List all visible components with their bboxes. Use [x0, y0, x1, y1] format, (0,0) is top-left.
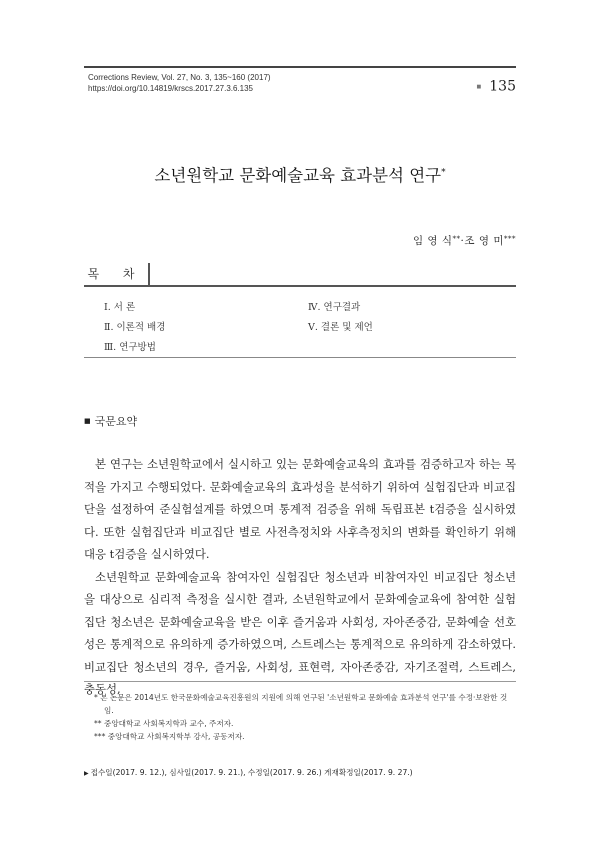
toc-item: Ⅱ. 이론적 배경 — [104, 322, 166, 333]
journal-citation: Corrections Review, Vol. 27, No. 3, 135~160 (2017) — [88, 73, 271, 82]
abstract-paragraph: 본 연구는 소년원학교에서 실시하고 있는 문화예술교육의 효과를 검증하고자 하는 목적을 가지고 수행되었다. 문화예술교육의 효과성을 분석하기 위하여 실험집단과 비교집단을 설정하여 준실험설계를 하였으며 통계적 검증을 위해 독립표본 t검증을 실시하였다. 또한 실험집단과 비교집단 별로 사전측정치와 사후측정치의 변화를 확인하기 위해 대응 t검증을 실시하였다. — [84, 457, 516, 561]
page-number-area — [477, 76, 516, 95]
author-line — [413, 233, 516, 248]
title-text: 소년원학교 문화예술교육 효과분석 연구 — [154, 166, 442, 185]
footnotes — [84, 681, 516, 743]
author-2: 조 영 미 — [464, 235, 504, 247]
footnote: ** 중앙대학교 사회복지학과 교수, 주저자. — [94, 719, 234, 728]
author-2-mark: *** — [504, 235, 516, 243]
page-marker-icon: ■ — [476, 83, 482, 90]
author-1-mark: ** — [452, 235, 461, 243]
journal-meta — [88, 72, 271, 94]
author-separator: · — [460, 235, 465, 247]
running-header — [84, 66, 516, 101]
toc-item: Ⅳ. 연구결과 — [308, 302, 361, 313]
title-footnote-mark: * — [441, 167, 446, 178]
paper-title — [0, 162, 600, 186]
footnote: * 본 논문은 2014년도 한국문화예술교육진흥원의 지원에 의해 연구된 '소년원학교 문화예술 효과분석 연구'를 수정·보완한 것임. — [94, 693, 508, 715]
triangle-marker-icon: ▶ — [84, 770, 89, 777]
author-1: 임 영 식 — [412, 235, 453, 247]
toc-item: Ⅰ. 서 론 — [104, 302, 136, 313]
dates-text: 접수일(2017. 9. 12.), 심사일(2017. 9. 21.), 수정일(2017. 9. 26.) 게재확정일(2017. 9. 27.) — [90, 768, 413, 777]
toc-item: Ⅴ. 결론 및 제언 — [308, 322, 373, 333]
square-bullet-icon: ■ — [84, 417, 91, 425]
abstract-heading — [84, 413, 137, 429]
abstract-heading-text: 국문요약 — [94, 415, 138, 428]
footnote: *** 중앙대학교 사회복지학부 강사, 공동저자. — [94, 732, 245, 741]
abstract-paragraph: 소년원학교 문화예술교육 참여자인 실험집단 청소년과 비참여자인 비교집단 청소년을 대상으로 심리적 측정을 실시한 결과, 소년원학교에서 문화예술교육에 참여한 실험집단 청소년은 문화예술교육을 받은 이후 즐거움과 사회성, 자아존중감, 문화예술 선호성은 통계적으로 유의하게 증가하였으며, 스트레스는 통계적으로 유의하게 감소하였다. 비교집단 청소년의 경우, 즐거움, 사회성, 표현력, 자아존중감, 자기조절력, 스트레스, 충동성, — [84, 569, 516, 696]
toc-label: 목 차 — [84, 263, 150, 285]
table-of-contents — [84, 285, 516, 358]
submission-dates — [84, 767, 413, 778]
abstract-body — [84, 453, 516, 701]
doi-link[interactable]: https://doi.org/10.14819/krscs.2017.27.3.6.135 — [88, 84, 254, 93]
page-number: 135 — [489, 78, 516, 95]
toc-item: Ⅲ. 연구방법 — [104, 342, 156, 353]
